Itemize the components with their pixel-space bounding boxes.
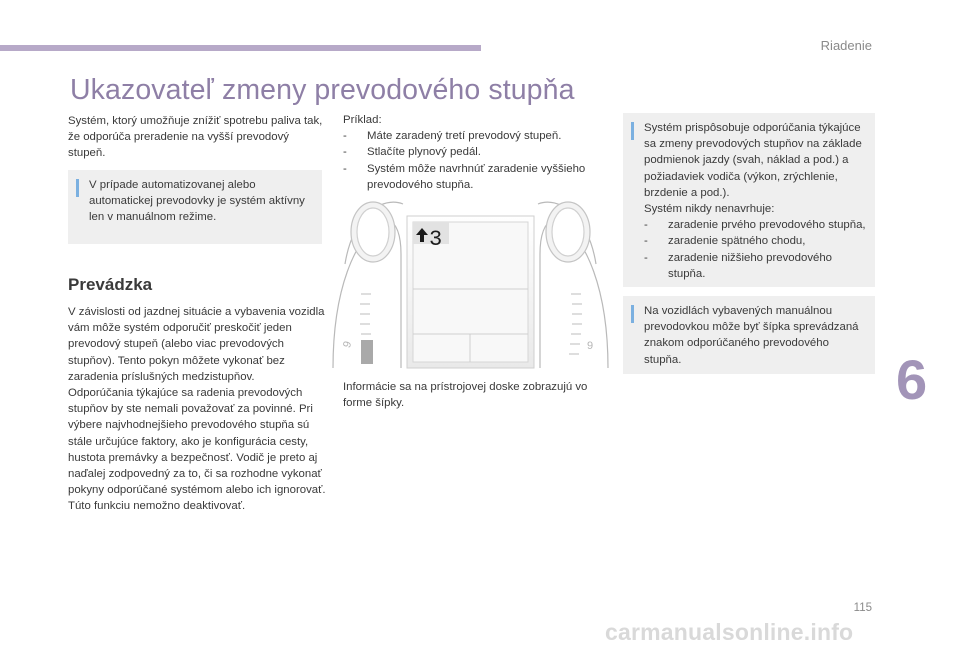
svg-text:9: 9 (587, 340, 594, 352)
note-text: V prípade automatizovanej alebo automatickej prevodovky je systém aktívny len v manuálnom režime. (89, 179, 305, 224)
note-text (644, 120, 869, 282)
page-number: 115 (853, 602, 872, 614)
note-marker-icon (76, 179, 79, 197)
paragraph: V závislosti od jazdnej situácie a vybavenia vozidla vám môže systém odporučiť preskočiť jeden prevodový stupeň (alebo viac prevodových stupňov). Tento pokyn môžete vykonať bez zaradenia príslušných medzistupňov. (68, 306, 325, 383)
note-paragraph: Systém nikdy nenavrhuje: (644, 203, 775, 216)
operation-text (68, 304, 332, 515)
example-block (343, 112, 608, 193)
note-paragraph: Systém prispôsobuje odporúčania týkajúce sa zmeny prevodových stupňov na základe podmienok jazdy (svah, náklad a pod.) a požiadaviek vodiča (výkon, zrýchlenie, brzdenie a pod.). (644, 122, 862, 199)
note-adaptive-system (623, 113, 875, 287)
paragraph: Túto funkciu nemožno deaktivovať. (68, 500, 246, 513)
intro-text: Systém, ktorý umožňuje znížiť spotrebu paliva tak, že odporúča preradenie na vyšší prevodový stupeň. (68, 115, 323, 160)
list-item: - zaradenie nižšieho prevodového stupňa. (644, 251, 833, 280)
section-heading: Prevádzka (68, 275, 153, 294)
note-manual-gearbox (623, 296, 875, 374)
svg-text:9: 9 (341, 339, 355, 350)
note-marker-icon (631, 305, 634, 323)
note-marker-icon (631, 122, 634, 140)
list-item: - Máte zaradený tretí prevodový stupeň. (343, 130, 562, 143)
page-title: Ukazovateľ zmeny prevodového stupňa (70, 74, 575, 106)
illustration-caption: Informácie sa na prístrojovej doske zobrazujú vo forme šípky. (343, 381, 588, 410)
note-automatic-gearbox (68, 170, 322, 244)
section-label: Riadenie (820, 38, 872, 53)
watermark: carmanualsonline.info (605, 619, 854, 645)
example-label: Príklad: (343, 114, 382, 126)
list-item: - zaradenie prvého prevodového stupňa, (644, 219, 866, 232)
list-item: - Stlačíte plynový pedál. (343, 146, 481, 159)
chapter-number: 6 (896, 348, 928, 411)
header-accent-bar (0, 45, 481, 51)
instrument-cluster-illustration (343, 194, 598, 368)
list-item: - zaradenie spätného chodu, (644, 235, 806, 248)
paragraph: Odporúčania týkajúce sa radenia prevodových stupňov by ste nemali považovať za povinné. Pri výbere najvhodnejšieho prevodového stupňa sú stále určujúce faktory, ako je konfigurácia cesty, hustota premávky a bezpečnosť. Vodič je preto aj naďalej zodpovedný za to, či sa rozhodne vykonať pokyny odporúčané systémom alebo ich ignorovať. (68, 387, 326, 497)
note-text: Na vozidlách vybavených manuálnou prevodovkou môže byť šípka sprevádzaná znakom odporúčaného prevodového stupňa. (644, 305, 859, 366)
gear-indicator: 3 (429, 227, 443, 252)
list-item: - Systém môže navrhnúť zaradenie vyššieho prevodového stupňa. (343, 162, 586, 191)
